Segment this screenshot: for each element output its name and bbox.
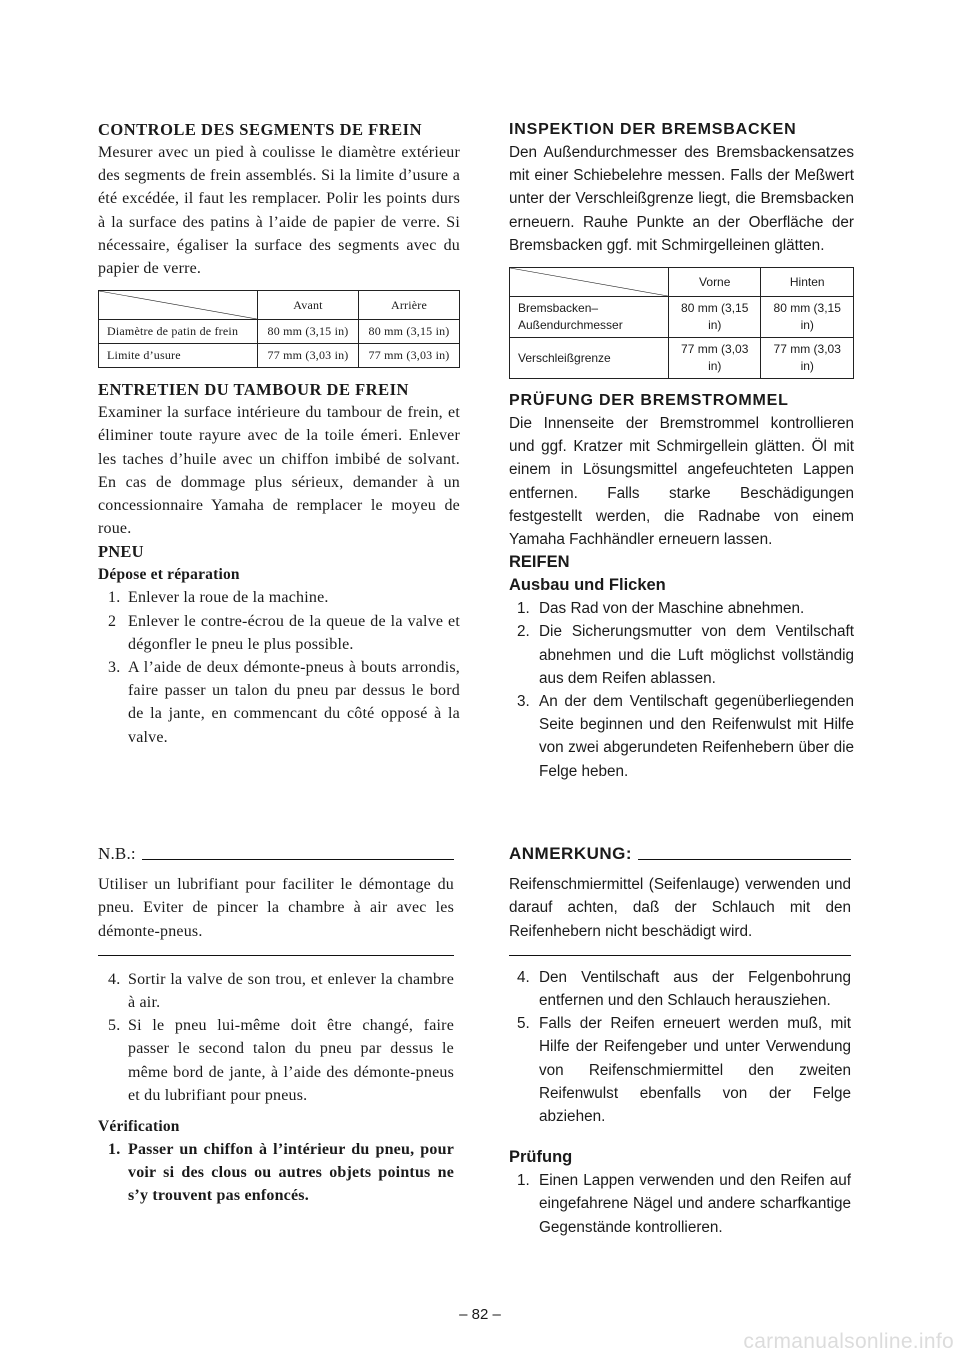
fr-tire-steps-continued bbox=[98, 968, 454, 1107]
de-drum-text: Die Innenseite der Bremstrommel kontrollieren und ggf. Kratzer mit Schmirgellein glätten. Öl mit einem in Lösungsmittel angefeuchteten Lappen entfernen. Falls starke Beschädigungen festgestellt werden, die Radnabe von einem Yamaha Fachhändler erneuern lassen. bbox=[509, 415, 854, 549]
table-cell: 80 mm (3,15 in) bbox=[761, 297, 854, 338]
table-corner-cell bbox=[99, 291, 258, 320]
table-cell: 77 mm (3,03 in) bbox=[359, 344, 460, 368]
de-verification-steps bbox=[509, 1169, 851, 1239]
note-end-rule bbox=[98, 955, 454, 956]
fr-tire-title: PNEU bbox=[98, 542, 144, 562]
table-header-front: Avant bbox=[258, 291, 359, 320]
de-verification-title: Prüfung bbox=[509, 1148, 573, 1167]
list-item: 3. A l’aide de deux démonte-pneus à bouts arrondis, faire passer un talon du pneu par dessus le bord de la jante, en commencant du côté opposé à la valve. bbox=[108, 659, 460, 746]
de-note-block bbox=[509, 842, 851, 1239]
table-header-rear: Arrière bbox=[359, 291, 460, 320]
list-item: 2. Die Sicherungsmutter von dem Ventilschaft abnehmen und die Luft möglichst vollständig aus dem Reifen ablassen. bbox=[517, 623, 854, 687]
table-cell: 77 mm (3,03 in) bbox=[669, 338, 761, 379]
german-column-top bbox=[509, 118, 854, 783]
note-rule bbox=[142, 859, 454, 860]
de-note-text: Reifenschmiermittel (Seifenlauge) verwenden und darauf achten, daß der Schlauch mit den Reifenhebern nicht beschädigt wird. bbox=[509, 876, 851, 940]
table-row-label: Bremsbacken– Außendurchmesser bbox=[510, 297, 669, 338]
list-item: 2 Enlever le contre-écrou de la queue de la valve et dégonfler le pneu le plus possible. bbox=[108, 612, 460, 653]
fr-brake-shoes-text: Mesurer avec un pied à coulisse le diamètre extérieur des segments de frein assemblés. Si la limite d’usure a été excédée, il faut les remplacer. Polir les points durs à la surface des patins à l’aide de papier de verre. Si nécessaire, égaliser la surface des segments avec du papier de verre. bbox=[98, 144, 460, 278]
table-row-label: Limite d’usure bbox=[99, 344, 258, 368]
list-item: 5. Falls der Reifen erneuert werden muß, mit Hilfe der Reifengeber und unter Verwendung von Reifenschmiermittel den zweiten Reifenwulst ebenfalls von der Felge abziehen. bbox=[517, 1015, 851, 1126]
list-item: 1. Enlever la roue de la machine. bbox=[108, 589, 329, 607]
de-tire-steps-continued bbox=[509, 966, 851, 1128]
fr-verification-steps bbox=[98, 1138, 454, 1208]
de-drum-title: PRÜFUNG DER BREMSTROMMEL bbox=[509, 392, 789, 410]
page-number: – 82 – bbox=[459, 1306, 501, 1323]
table-row-label: Diamètre de patin de frein bbox=[99, 320, 258, 344]
de-tire-subtitle: Ausbau und Flicken bbox=[509, 576, 666, 595]
list-item: 1. Das Rad von der Maschine abnehmen. bbox=[517, 600, 805, 618]
list-item: 1. Einen Lappen verwenden und den Reifen auf eingefahrene Nägel und andere scharfkantige Gegenstände kontrollieren. bbox=[517, 1172, 851, 1236]
table-cell: 80 mm (3,15 in) bbox=[669, 297, 761, 338]
list-item: 4. Sortir la valve de son trou, et enlever la chambre à air. bbox=[108, 970, 454, 1012]
table-corner-cell bbox=[510, 268, 669, 297]
fr-verification-title: Vérification bbox=[98, 1118, 180, 1136]
fr-note-text: Utiliser un lubrifiant pour faciliter le démontage du pneu. Eviter de pincer la chambre à air avec les démonte-pneus. bbox=[98, 876, 454, 940]
list-item: 3. An der dem Ventilschaft gegenüberliegenden Seite beginnen und den Reifenwulst mit Hilfe von zwei abgerundeten Reifenhebern über die Felge heben. bbox=[517, 693, 854, 780]
de-brake-shoes-text: Den Außendurchmesser des Bremsbackensatzes mit einer Schiebelehre messen. Falls der Meßwert unter der Verschleißgrenze liegt, die Bremsbacken erneuern. Rauhe Punkte an der Oberfläche der Bremsbacken ggf. mit Schmirgelleinen glätten. bbox=[509, 144, 854, 254]
de-brake-shoe-spec-table bbox=[509, 267, 854, 379]
de-brake-shoes-title: INSPEKTION DER BREMSBACKEN bbox=[509, 121, 797, 138]
de-note-title: ANMERKUNG: bbox=[509, 844, 633, 863]
fr-tire-steps bbox=[98, 586, 460, 748]
note-rule bbox=[638, 859, 851, 860]
de-tire-title: REIFEN bbox=[509, 553, 570, 572]
fr-note-title: N.B.: bbox=[98, 844, 136, 863]
list-item: 5. Si le pneu lui-même doit être changé, faire passer le second talon du pneu par dessus le même bord de jante, à l’aide des démonte-pneus et du lubrifiant pour pneus. bbox=[108, 1017, 454, 1104]
french-column-top bbox=[98, 118, 460, 749]
table-cell: 80 mm (3,15 in) bbox=[359, 320, 460, 344]
list-item: 4. Den Ventilschaft aus der Felgenbohrung entfernen und den Schlauch herausziehen. bbox=[517, 968, 851, 1010]
table-cell: 80 mm (3,15 in) bbox=[258, 320, 359, 344]
list-item: 1. Passer un chiffon à l’intérieur du pneu, pour voir si des clous ou autres objets pointus ne s’y trouvent pas enfoncés. bbox=[108, 1141, 454, 1205]
table-header-front: Vorne bbox=[669, 268, 761, 297]
fr-note-block bbox=[98, 842, 454, 1208]
de-tire-steps bbox=[509, 597, 854, 783]
note-end-rule bbox=[509, 955, 851, 956]
table-cell: 77 mm (3,03 in) bbox=[761, 338, 854, 379]
fr-drum-text: Examiner la surface intérieure du tambour de frein, et éliminer toute rayure avec de la toile émeri. Enlever les taches d’huile avec un chiffon imbibé de solvant. En cas de dommage plus sérieux, demander à un concessionnaire Yamaha de remplacer le moyeu de roue. bbox=[98, 404, 460, 538]
fr-tire-subtitle: Dépose et réparation bbox=[98, 566, 240, 584]
watermark: carmanualsonline.info bbox=[743, 1330, 954, 1353]
fr-brake-shoes-title: CONTROLE DES SEGMENTS DE FREIN bbox=[98, 120, 422, 139]
table-header-rear: Hinten bbox=[761, 268, 854, 297]
table-cell: 77 mm (3,03 in) bbox=[258, 344, 359, 368]
fr-brake-shoe-spec-table bbox=[98, 290, 460, 368]
table-row-label: Verschleißgrenze bbox=[510, 338, 669, 379]
fr-drum-title: ENTRETIEN DU TAMBOUR DE FREIN bbox=[98, 380, 409, 400]
